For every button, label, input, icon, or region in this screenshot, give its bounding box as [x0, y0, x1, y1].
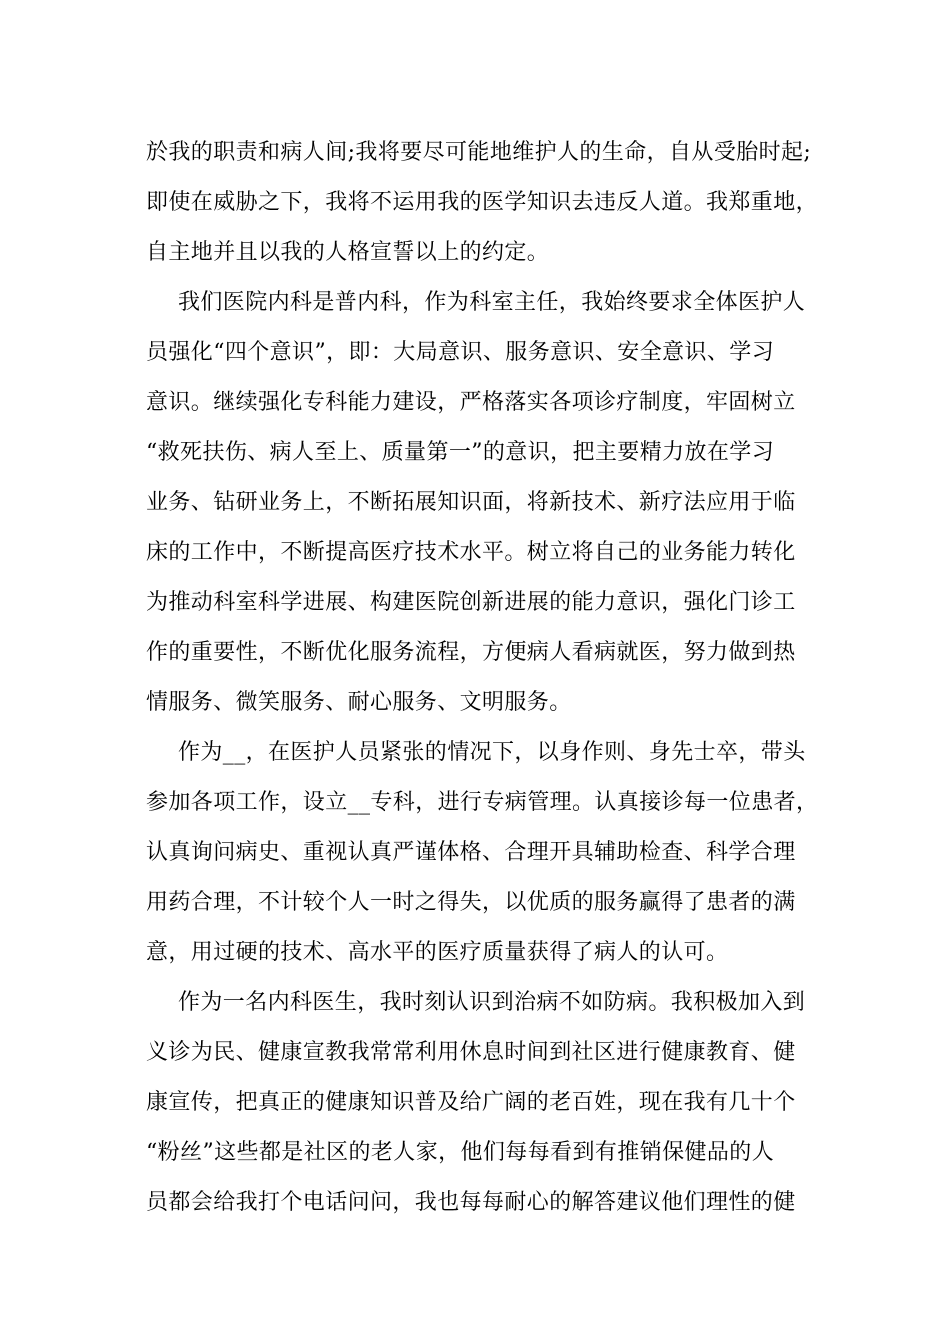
text-line: 情服务、微笑服务、耐心服务、文明服务。 [146, 690, 572, 715]
text-line: 认真询问病史、重视认真严谨体格、合理开具辅助检查、科学合理 [146, 840, 796, 865]
text-line: 床的工作中，不断提高医疗技术水平。树立将自己的业务能力转化 [146, 540, 796, 565]
document-body [146, 128, 826, 1228]
text-line: 用药合理，不计较个人一时之得失，以优质的服务赢得了患者的满 [146, 890, 796, 915]
text-line: 即使在威胁之下，我将不运用我的医学知识去违反人道。我郑重地， [146, 190, 819, 215]
text-line: 义诊为民、健康宣教我常常利用休息时间到社区进行健康教育、健 [146, 1040, 796, 1065]
paragraph-start-line: 作为一名内科医生，我时刻认识到治病不如防病。我积极加入到 [178, 990, 806, 1015]
paragraph-start-line: 我们医院内科是普内科，作为科室主任，我始终要求全体医护人 [178, 290, 806, 315]
text-line: “粉丝”这些都是社区的老人家，他们每每看到有推销保健品的人 [146, 1140, 775, 1165]
text-line: 自主地并且以我的人格宣誓以上的约定。 [146, 240, 550, 265]
text-line: 意，用过硬的技术、高水平的医疗质量获得了病人的认可。 [146, 940, 729, 965]
text-line: 员强化“四个意识”，即：大局意识、服务意识、安全意识、学习 [146, 340, 775, 365]
text-line: 员都会给我打个电话问问，我也每每耐心的解答建议他们理性的健 [146, 1190, 796, 1215]
text-line: “救死扶伤、病人至上、质量第一”的意识，把主要精力放在学习 [146, 440, 775, 465]
text-line: 业务、钻研业务上，不断拓展知识面，将新技术、新疗法应用于临 [146, 490, 796, 515]
text-line: 为推动科室科学进展、构建医院创新进展的能力意识，强化门诊工 [146, 590, 796, 615]
paragraph-start-line: 作为__，在医护人员紧张的情况下，以身作则、身先士卒，带头 [178, 740, 806, 765]
text-line: 康宣传，把真正的健康知识普及给广阔的老百姓，现在我有几十个 [146, 1090, 796, 1115]
text-line: 作的重要性，不断优化服务流程，方便病人看病就医，努力做到热 [146, 640, 796, 665]
text-line: 意识。继续强化专科能力建设，严格落实各项诊疗制度，牢固树立 [146, 390, 796, 415]
text-line: 参加各项工作，设立__专科，进行专病管理。认真接诊每一位患者， [146, 790, 819, 815]
text-line: 於我的职责和病人间;我将要尽可能地维护人的生命，自从受胎时起; [146, 140, 812, 165]
